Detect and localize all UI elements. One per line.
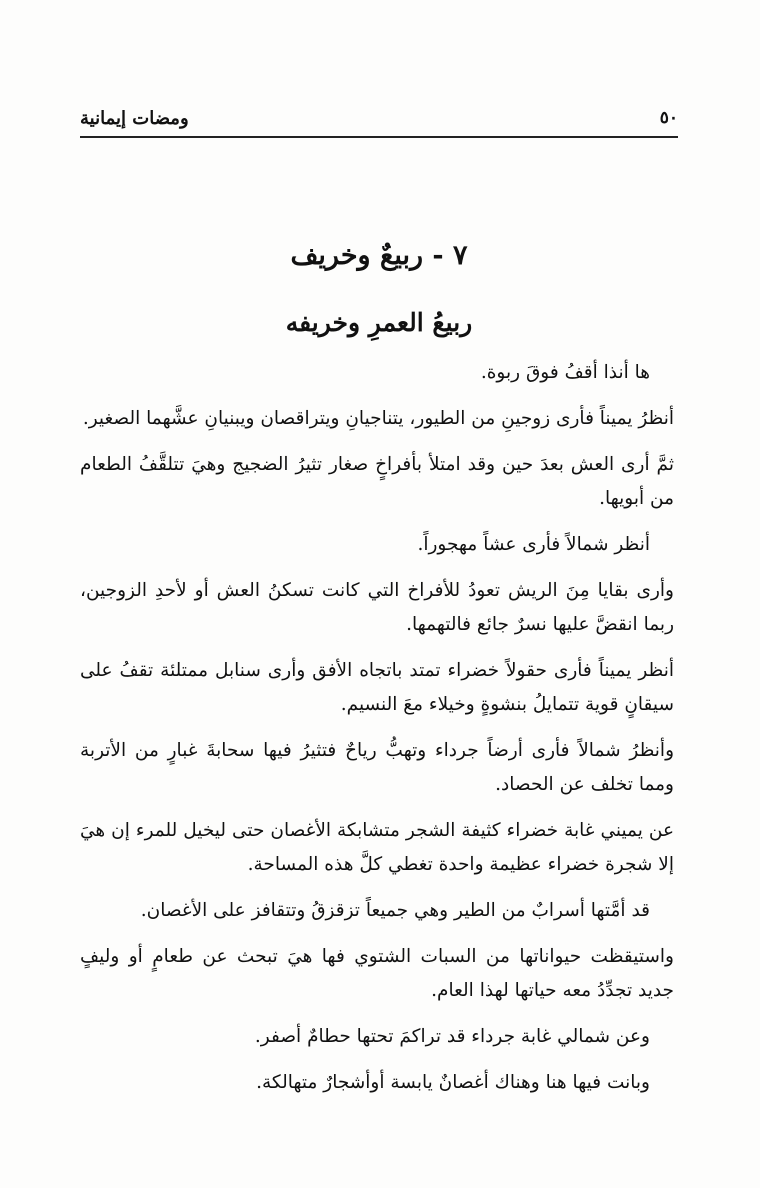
paragraph: وعن شمالي غابة جرداء قد تراكمَ تحتها حطامٌ أصفر.: [254, 1026, 650, 1047]
running-title: ومضات إيمانية: [80, 108, 189, 129]
paragraph: أنظر يميناً فأرى حقولاً خضراء تمتد باتجاه الأفق وأرى سنابل ممتلئة تقفُ على سيقانٍ قوية تتمايلُ بنشوةٍ وخيلاء معَ النسيم.: [80, 660, 674, 715]
paragraph: واستيقظت حيواناتها من السبات الشتوي فها هيَ تبحث عن طعامٍ أو وليفٍ جديد تجدِّدُ معه حياتها لهذا العام.: [80, 946, 674, 1001]
section-title: ربيعُ العمرِ وخريفه: [285, 308, 473, 337]
paragraph: وبانت فيها هنا وهناك أغصانٌ يابسة أوأشجارٌ متهالكة.: [256, 1072, 650, 1093]
chapter-title: ٧ - ربيعٌ وخريف: [290, 240, 468, 271]
paragraph: ها أنذا أقفُ فوقَ ربوة.: [480, 362, 650, 383]
page-number: ٥٠: [659, 108, 678, 128]
paragraph: عن يميني غابة خضراء كثيفة الشجر متشابكة الأغصان حتى ليخيل للمرء إن هيَ إلا شجرة خضراء عظيمة واحدة تغطي كلَّ هذه المساحة.: [80, 820, 674, 875]
paragraph: وأنظرُ شمالاً فأرى أرضاً جرداء وتهبُّ رياحٌ فتثيرُ فيها سحابةَ غبارٍ من الأتربة ومما تخلف عن الحصاد.: [80, 740, 674, 795]
running-header: [80, 100, 678, 136]
paragraph: وأرى بقايا مِنَ الريش تعودُ للأفراخ التي كانت تسكنُ العش أو لأحدِ الزوجين، ربما انقضَّ عليها نسرٌ جائع فالتهمها.: [80, 580, 674, 635]
paragraph: أنظر شمالاً فأرى عشاً مهجوراً.: [417, 534, 650, 555]
paragraph: أنظرُ يميناً فأرى زوجينِ من الطيور، يتناجيانِ ويتراقصان ويبنيانِ عشَّهما الصغير.: [82, 408, 674, 429]
paragraph: ثمَّ أرى العش بعدَ حين وقد امتلأ بأفراخٍ صغار تثيرُ الضجيج وهيَ تتلقَّفُ الطعام من أبويها.: [80, 454, 674, 509]
header-rule: [80, 136, 678, 138]
paragraph: قد أمَّتها أسرابٌ من الطير وهي جميعاً تزقزقُ وتتقافز على الأغصان.: [140, 900, 650, 921]
body-text: [80, 356, 674, 1112]
